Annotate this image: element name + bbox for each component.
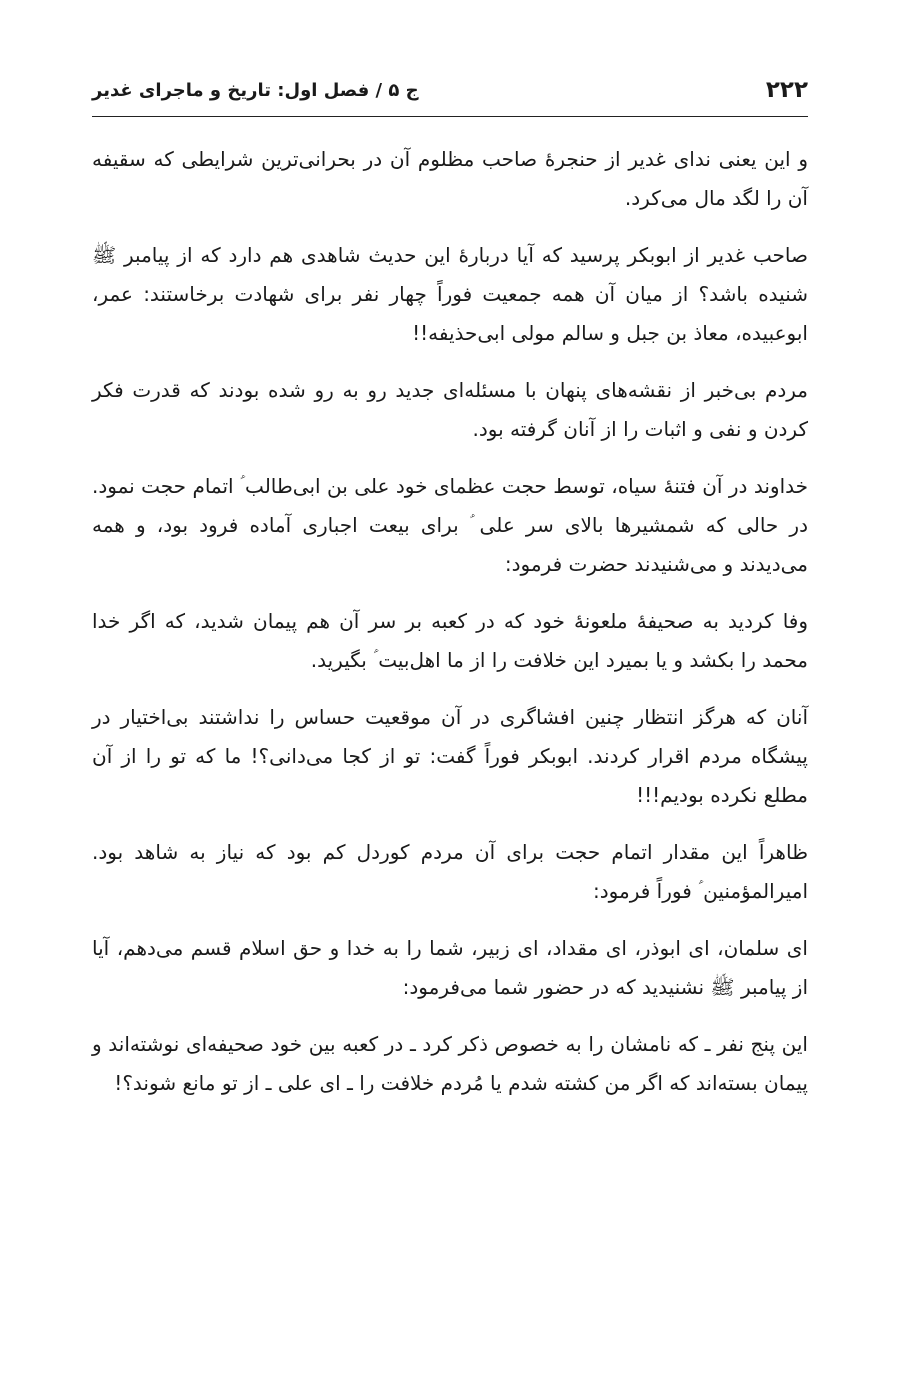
paragraph: خداوند در آن فتنۀ سیاه، توسط حجت عظمای خود علی بن ابی‌طالب ؑ اتمام حجت نمود. در حالی که شمشیرها بالای سر علی ؑ برای بیعت اجباری آماده فرود بود، و همه می‌دیدند و می‌شنیدند حضرت فرمود: — [92, 474, 808, 576]
paragraph: وفا کردید به صحیفۀ ملعونۀ خود که در کعبه بر سر آن هم پیمان شدید، که اگر خدا محمد را بکشد و یا بمیرد این خلافت را از ما اهل‌بیت ؑ بگیرید. — [92, 609, 808, 672]
paragraph: صاحب غدیر از ابوبکر پرسید که آیا دربارۀ این حدیث شاهدی هم دارد که از پیامبر ﷺ شنیده باشد؟ از میان آن همه جمعیت فوراً چهار نفر برای شهادت برخاستند: عمر، ابوعبیده، معاذ بن جبل و سالم مولی ابی‌حذیفه!! — [92, 243, 808, 345]
header-divider — [92, 116, 808, 117]
paragraph: و این یعنی ندای غدیر از حنجرۀ صاحب مظلوم آن در بحرانی‌ترین شرایطی که سقیفه آن را لگد مال می‌کرد. — [92, 147, 808, 210]
page-body — [92, 140, 808, 1121]
paragraph: آنان که هرگز انتظار چنین افشاگری در آن موقعیت حساس را نداشتند بی‌اختیار در پیشگاه مردم اقرار کردند. ابوبکر فوراً گفت: تو از کجا می‌دانی؟! ما که تو را از آن مطلع نکرده بودیم!!! — [92, 705, 808, 807]
page-number: ۲۲۲ — [765, 77, 808, 103]
paragraph: ظاهراً این مقدار اتمام حجت برای آن مردم کوردل کم بود که نیاز به شاهد بود. امیرالمؤمنین ؑ فوراً فرمود: — [92, 840, 808, 903]
paragraph: ای سلمان، ای ابوذر، ای مقداد، ای زبیر، شما را به خدا و حق اسلام قسم می‌دهم، آیا از پیامبر ﷺ نشنیدید که در حضور شما می‌فرمود: — [92, 936, 808, 999]
running-title: ج ۵ / فصل اول: تاریخ و ماجرای غدیر — [92, 80, 419, 101]
paragraph: مردم بی‌خبر از نقشه‌های پنهان با مسئله‌ای جدید رو به رو شده بودند که قدرت فکر کردن و نفی و اثبات را از آنان گرفته بود. — [92, 378, 808, 441]
page-header — [92, 76, 808, 116]
paragraph: این پنج نفر ـ که نامشان را به خصوص ذکر کرد ـ در کعبه بین خود صحیفه‌ای نوشته‌اند و پیمان بسته‌اند که اگر من کشته شدم یا مُردم خلافت را ـ ای علی ـ از تو مانع شوند؟! — [92, 1032, 808, 1095]
book-page — [92, 0, 808, 1390]
